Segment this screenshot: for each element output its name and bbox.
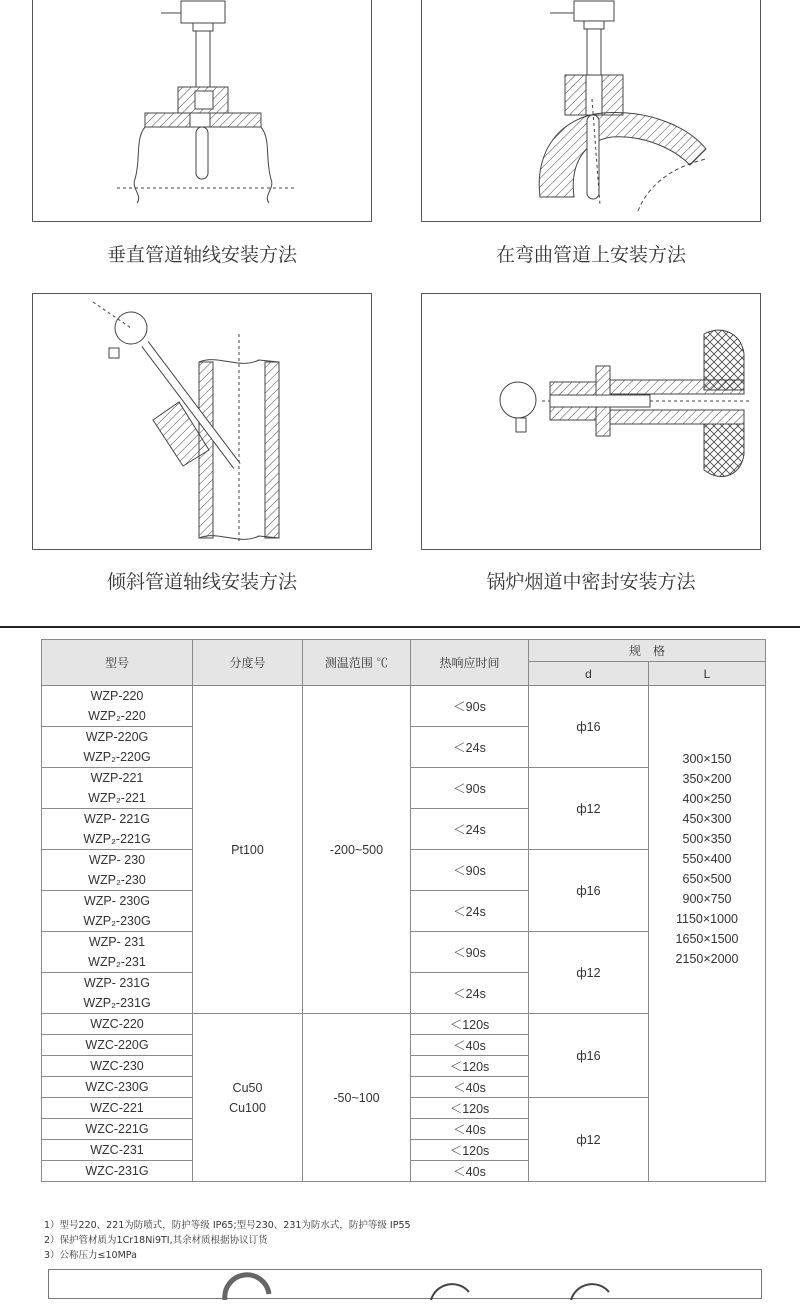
diagram-boiler-flue [421, 293, 761, 550]
model-cell: WZC-221G [42, 1119, 193, 1140]
model-cell: WZC-230 [42, 1056, 193, 1077]
model-cell: WZC-221 [42, 1098, 193, 1119]
note-2: 2）保护管材质为1Cr18Ni9TI,其余材质根据协议订货 [44, 1235, 268, 1246]
response-cell: ＜90s [411, 768, 529, 809]
response-cell: ＜120s [411, 1056, 529, 1077]
d-cell: ф16 [529, 1014, 649, 1098]
model-cell: WZP- 221G WZP₂-221G [42, 809, 193, 850]
pt-range-cell: -200~500 [303, 686, 411, 1014]
note-3: 3）公称压力≤10MPa [44, 1250, 137, 1261]
model-cell: WZC-230G [42, 1077, 193, 1098]
diagram-vertical-pipe [32, 0, 372, 222]
caption-bent-pipe: 在弯曲管道上安装方法 [495, 244, 686, 266]
model-cell: WZP- 231G WZP₂-231G [42, 973, 193, 1014]
response-cell: ＜120s [411, 1098, 529, 1119]
L-list: 300×150 350×200 400×250 450×300 500×350 550×400 650×500 900×750 1150×1000 1650×1500 2150×2000 [675, 751, 739, 966]
model-cell: WZC-231G [42, 1161, 193, 1182]
diagram-inclined-pipe [32, 293, 372, 550]
model-cell: WZP- 230 WZP₂-230 [42, 850, 193, 891]
model-cell: WZP- 231 WZP₂-231 [42, 932, 193, 973]
model-cell: WZC-220G [42, 1035, 193, 1056]
response-cell: ＜40s [411, 1077, 529, 1098]
header-spec: 规 格 [529, 640, 766, 662]
bent-pipe-drawing [422, 0, 762, 223]
cu-index-cell: Cu50 Cu100 [193, 1014, 303, 1182]
d-cell: ф12 [529, 1098, 649, 1182]
model-cell: WZP-220G WZP₂-220G [42, 727, 193, 768]
d-cell: ф16 [529, 850, 649, 932]
header-range: 测温范围 ℃ [303, 640, 411, 686]
header-response: 热响应时间 [411, 640, 529, 686]
d-cell: ф12 [529, 932, 649, 1014]
response-cell: ＜40s [411, 1161, 529, 1182]
caption-boiler-flue: 锅炉烟道中密封安装方法 [486, 571, 696, 593]
d-cell: ф12 [529, 768, 649, 850]
response-cell: ＜24s [411, 973, 529, 1014]
response-cell: ＜40s [411, 1035, 529, 1056]
notes [44, 1218, 411, 1263]
response-cell: ＜90s [411, 686, 529, 727]
caption-vertical-pipe: 垂直管道轴线安装方法 [106, 244, 297, 266]
caption-inclined-pipe: 倾斜管道轴线安装方法 [106, 571, 297, 593]
response-cell: ＜24s [411, 891, 529, 932]
response-cell: ＜90s [411, 850, 529, 891]
section-divider [0, 626, 800, 628]
inclined-pipe-drawing [33, 294, 373, 551]
header-L: L [649, 662, 766, 686]
model-cell: WZP-221 WZP₂-221 [42, 768, 193, 809]
bottom-diagram-frame [48, 1269, 762, 1299]
response-cell: ＜120s [411, 1140, 529, 1161]
header-d: d [529, 662, 649, 686]
spec-table [41, 639, 766, 1182]
vertical-pipe-drawing [33, 0, 373, 223]
diagram-bent-pipe [421, 0, 761, 222]
model-cell: WZP- 230G WZP₂-230G [42, 891, 193, 932]
response-cell: ＜24s [411, 727, 529, 768]
response-cell: ＜40s [411, 1119, 529, 1140]
bottom-diagram-drawing [49, 1270, 763, 1300]
cu-range-cell: -50~100 [303, 1014, 411, 1182]
L-cell [649, 686, 766, 1182]
header-model: 型号 [42, 640, 193, 686]
response-cell: ＜24s [411, 809, 529, 850]
model-cell: WZC-231 [42, 1140, 193, 1161]
response-cell: ＜120s [411, 1014, 529, 1035]
header-index: 分度号 [193, 640, 303, 686]
boiler-flue-drawing [422, 294, 762, 551]
response-cell: ＜90s [411, 932, 529, 973]
d-cell: ф16 [529, 686, 649, 768]
note-1: 1）型号220、221为防喷式，防护等级 IP65;型号230、231为防水式，防护等级 IP55 [44, 1220, 411, 1231]
model-cell: WZP-220 WZP₂-220 [42, 686, 193, 727]
model-cell: WZC-220 [42, 1014, 193, 1035]
pt-index-cell: Pt100 [193, 686, 303, 1014]
